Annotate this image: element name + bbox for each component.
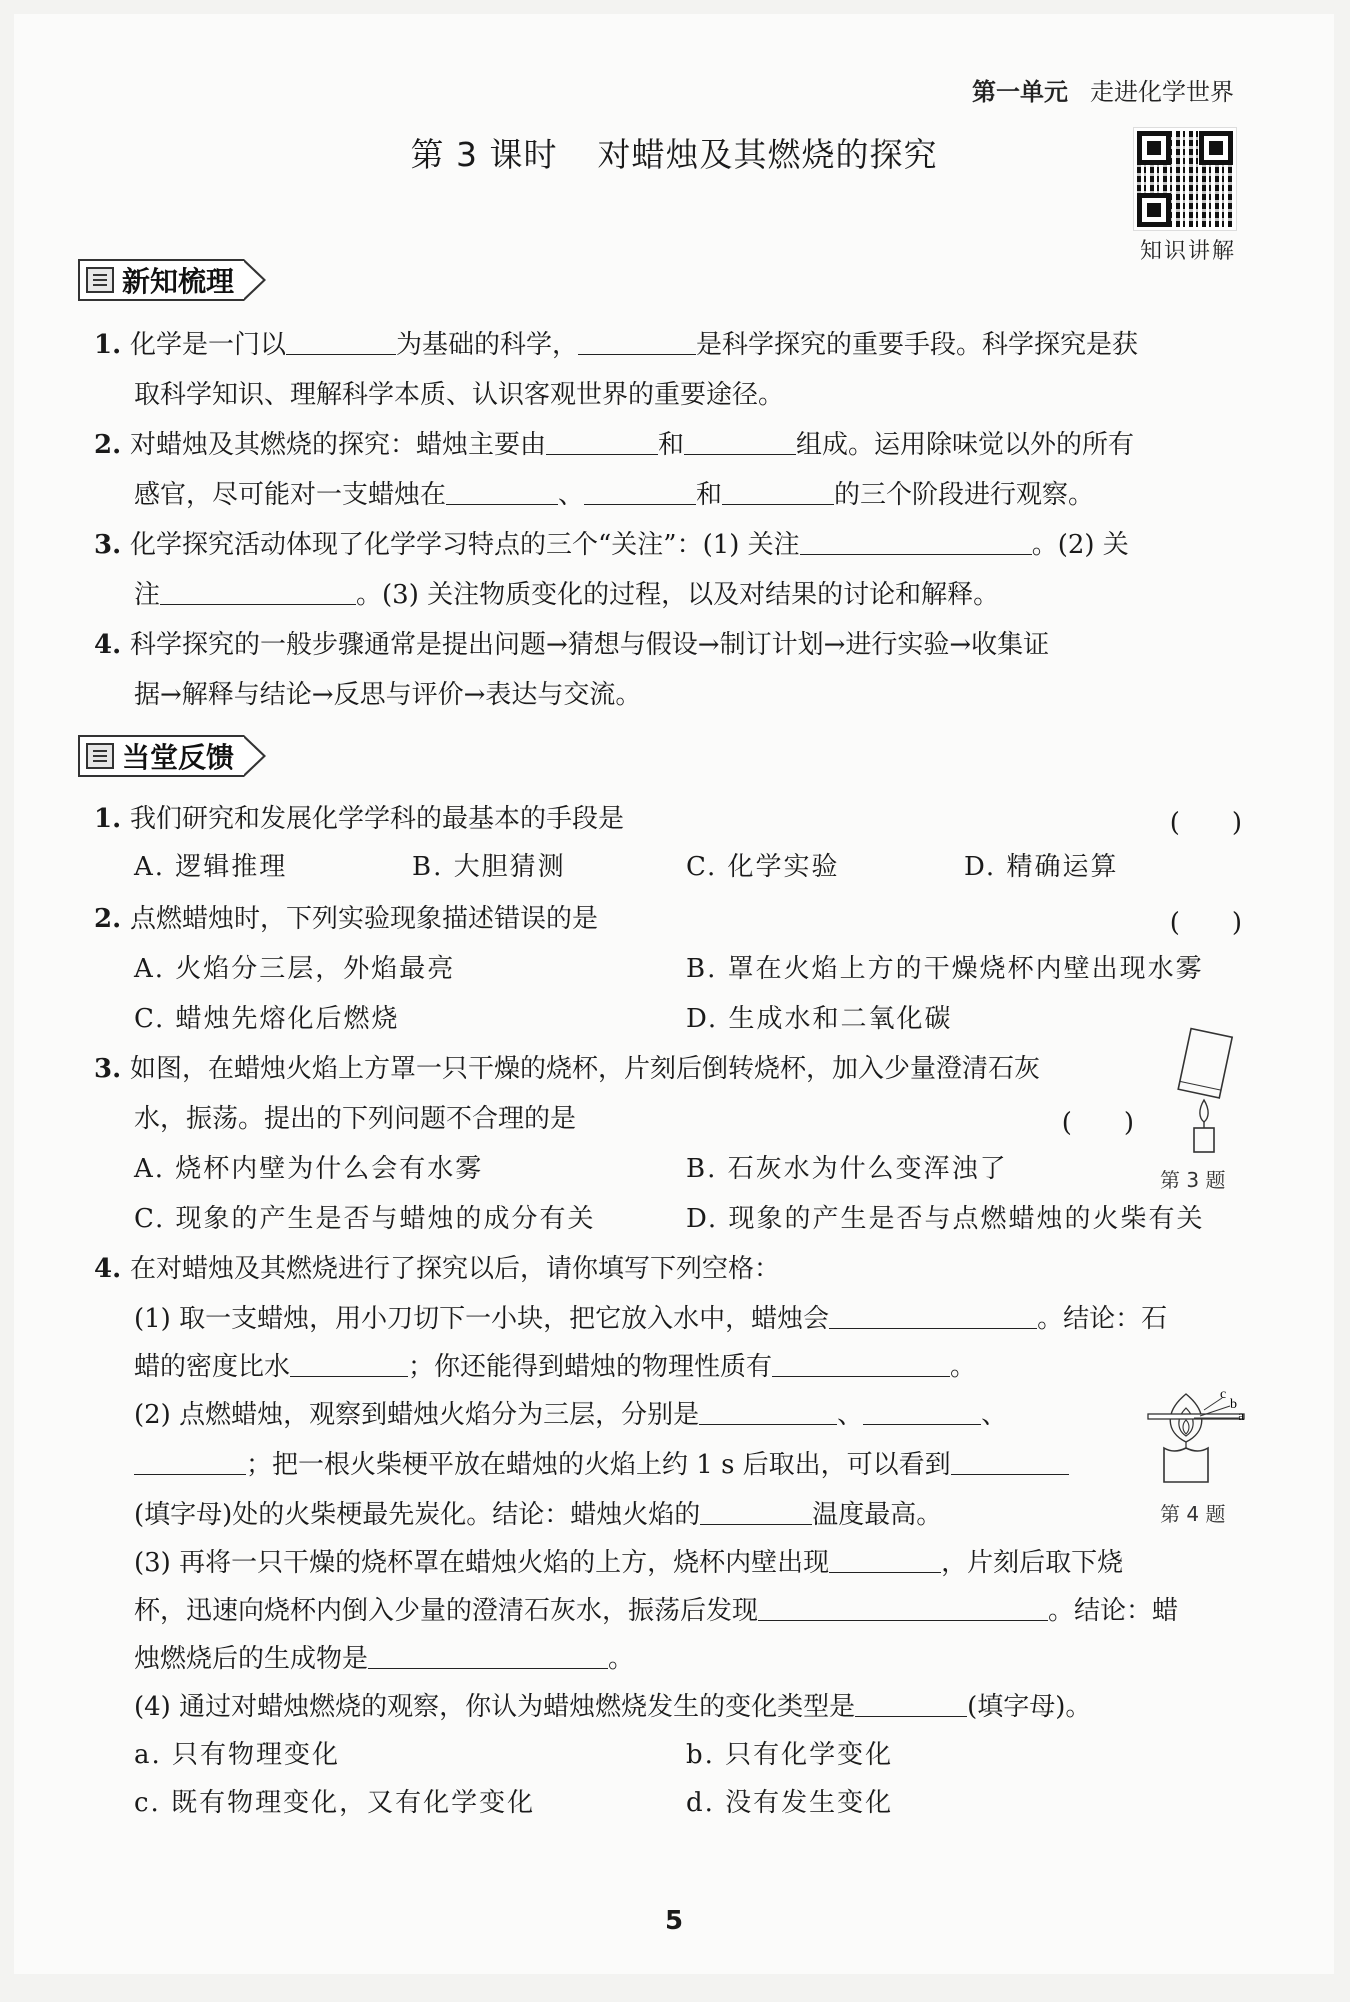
option-2a[interactable]: A. 火焰分三层，外焰最亮 <box>134 954 456 984</box>
zone-label-c: c <box>1220 1387 1227 1402</box>
question-4: 4. 在对蜡烛及其燃烧进行了探究以后，请你填写下列空格： <box>94 1254 781 1284</box>
question-4-part-3-cont2: 烛燃烧后的生成物是 。 <box>134 1644 635 1674</box>
pencil-icon <box>86 743 114 769</box>
section-title: 新知梳理 <box>122 265 235 298</box>
question-4-part-1-cont: 蜡的密度比水 ；你还能得到蜡烛的物理性质有 。 <box>134 1352 977 1382</box>
option-3d[interactable]: D. 现象的产生是否与点燃蜡烛的火柴有关 <box>686 1204 1205 1234</box>
qr-code-icon[interactable] <box>1134 128 1236 230</box>
worksheet-page <box>14 14 1334 1974</box>
answer-paren-3[interactable]: ( ) <box>1061 1108 1134 1138</box>
lesson-topic: 对蜡烛及其燃烧的探究 <box>597 135 938 174</box>
knowledge-item-1-cont: 取科学知识、理解科学本质、认识客观世界的重要途径。 <box>134 380 785 410</box>
question-3-cont: 水，振荡。提出的下列问题不合理的是 <box>134 1104 577 1134</box>
question-4-part-2-cont2: (填字母)处的火柴梗最先炭化。结论：蜡烛火焰的 温度最高。 <box>134 1500 943 1530</box>
question-4-part-3-cont: 杯，迅速向烧杯内倒入少量的澄清石灰水，振荡后发现 。结论：蜡 <box>134 1596 1179 1626</box>
knowledge-item-3: 3. 化学探究活动体现了化学学习特点的三个“关注”：(1) 关注 。(2) 关 <box>94 530 1129 560</box>
knowledge-item-4-cont: 据→解释与结论→反思与评价→表达与交流。 <box>134 680 642 710</box>
section-feedback <box>78 736 244 776</box>
knowledge-item-2: 2. 对蜡烛及其燃烧的探究：蜡烛主要由 和 组成。运用除味觉以外的所有 <box>94 430 1135 460</box>
knowledge-item-2-cont: 感官，尽可能对一支蜡烛在 、 和 的三个阶段进行观察。 <box>134 480 1095 510</box>
zone-label-b: b <box>1230 1397 1237 1412</box>
option-2b[interactable]: B. 罩在火焰上方的干燥烧杯内壁出现水雾 <box>686 954 1204 984</box>
answer-paren-2[interactable]: ( ) <box>1169 908 1242 938</box>
page-number: 5 <box>664 1906 684 1936</box>
section-knowledge <box>78 260 244 300</box>
option-4c[interactable]: c. 既有物理变化，又有化学变化 <box>134 1788 536 1818</box>
option-2d[interactable]: D. 生成水和二氧化碳 <box>686 1004 953 1034</box>
option-4b[interactable]: b. 只有化学变化 <box>686 1740 894 1770</box>
question-1: 1. 我们研究和发展化学学科的最基本的手段是 <box>94 804 625 834</box>
option-1b[interactable]: B. 大胆猜测 <box>412 852 566 882</box>
option-4d[interactable]: d. 没有发生变化 <box>686 1788 894 1818</box>
candle-match-figure <box>1134 1354 1254 1484</box>
knowledge-item-3-cont: 注 。(3) 关注物质变化的过程，以及对结果的讨论和解释。 <box>134 580 1000 610</box>
question-4-part-1: (1) 取一支蜡烛，用小刀切下一小块，把它放入水中，蜡烛会 。结论：石 <box>134 1304 1168 1334</box>
option-2c[interactable]: C. 蜡烛先熔化后燃烧 <box>134 1004 400 1034</box>
question-4-part-2-cont: ；把一根火柴梗平放在蜡烛的火焰上约 1 s 后取出，可以看到 <box>134 1448 1134 1482</box>
qr-label: 知识讲解 <box>1139 239 1236 264</box>
question-4-part-4: (4) 通过对蜡烛燃烧的观察，你认为蜡烛燃烧发生的变化类型是 (填字母)。 <box>134 1692 1092 1722</box>
option-1d[interactable]: D. 精确运算 <box>964 852 1119 882</box>
question-2: 2. 点燃蜡烛时，下列实验现象描述错误的是 <box>94 904 599 934</box>
option-1a[interactable]: A. 逻辑推理 <box>134 852 288 882</box>
figure-4-caption: 第 4 题 <box>1160 1502 1226 1526</box>
figure-3-caption: 第 3 题 <box>1160 1168 1226 1192</box>
option-1c[interactable]: C. 化学实验 <box>686 852 840 882</box>
section-title: 当堂反馈 <box>122 741 235 774</box>
beaker-over-candle-figure <box>1164 1024 1244 1154</box>
lesson-number: 第 3 课时 <box>410 135 558 174</box>
question-3: 3. 如图，在蜡烛火焰上方罩一只干燥的烧杯，片刻后倒转烧杯，加入少量澄清石灰 <box>94 1054 1041 1084</box>
option-3b[interactable]: B. 石灰水为什么变浑浊了 <box>686 1154 1008 1184</box>
zone-label-a: a <box>1238 1409 1245 1424</box>
option-3a[interactable]: A. 烧杯内壁为什么会有水雾 <box>134 1154 484 1184</box>
unit-title: 走进化学世界 <box>1090 78 1234 106</box>
page-header <box>972 72 1234 107</box>
knowledge-item-4: 4. 科学探究的一般步骤通常是提出问题→猜想与假设→制订计划→进行实验→收集证 <box>94 630 1050 660</box>
question-4-part-2: (2) 点燃蜡烛，观察到蜡烛火焰分为三层，分别是 、 、 <box>134 1400 1008 1430</box>
option-4a[interactable]: a. 只有物理变化 <box>134 1740 341 1770</box>
question-4-part-3: (3) 再将一只干燥的烧杯罩在蜡烛火焰的上方，烧杯内壁出现 ，片刻后取下烧 <box>134 1548 1124 1578</box>
book-icon <box>86 267 114 293</box>
option-3c[interactable]: C. 现象的产生是否与蜡烛的成分有关 <box>134 1204 596 1234</box>
unit-label: 第一单元 <box>972 78 1068 106</box>
knowledge-item-1: 1. 化学是一门以 为基础的科学， 是科学探究的重要手段。科学探究是获 <box>94 330 1139 360</box>
answer-paren-1[interactable]: ( ) <box>1169 808 1242 838</box>
